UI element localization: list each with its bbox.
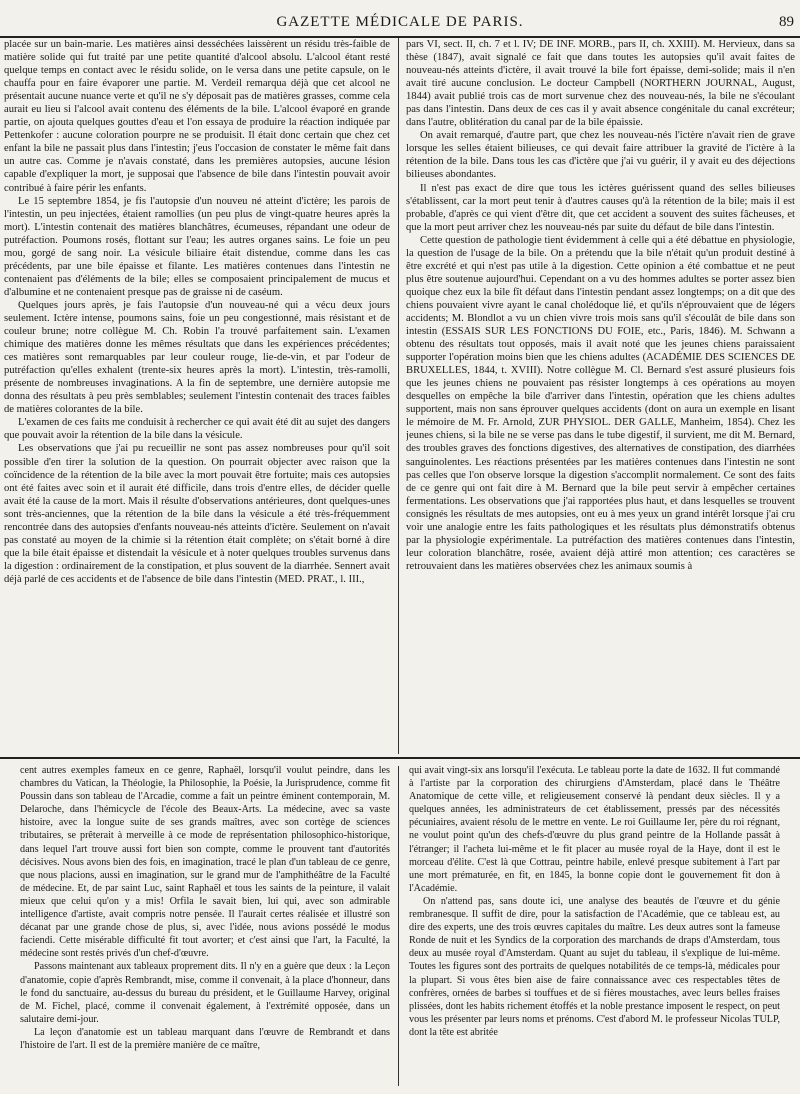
paragraph: Passons maintenant aux tableaux proprement dits. Il n'y en a guère que deux : la Leçon d'anatomie, copie d'après Rembrandt, mise, comme il convenait, à la place d'honneur, dans le fond du sanctuaire, au-dessus du bureau du président, et le Guillaume Harvey, original de M. Fichel, placé, comme il convenait également, à l'extrémité opposée, dans un salutaire demi-jour. <box>20 961 390 1025</box>
paragraph: qui avait vingt-six ans lorsqu'il l'exécuta. Le tableau porte la date de 1632. Il fut commandé à l'artiste par la corporation des chirurgiens d'Amsterdam, placé dans le Théâtre Anatomique de cette ville, et religieusement conservé là pendant deux siècles. Il y a quelques années, les administrateurs de cet établissement, pressés par des nécessités pécuniaires, avaient résolu de le mettre en vente. Le roi Guillaume Ier, père du roi régnant, ne voulut point qu'un des chefs-d'œuvre du plus grand peintre de la Hollande passât à l'étranger; il l'acheta lui-même et le fit placer au musée royal de la Haye, dont il est le morceau d'élite. C'est là que Cottrau, peintre habile, enlevé presque subitement à l'art par une mort prématurée, en fit, en 1845, la bonne copie dont le gouvernement fit don à l'Académie. <box>409 765 780 894</box>
paragraph: L'examen de ces faits me conduisit à rechercher ce qui avait été dit au sujet des dangers que pouvait avoir la rétention de la bile dans la vésicule. <box>4 417 390 442</box>
paragraph: On avait remarqué, d'autre part, que chez les nouveau-nés l'ictère n'avait rien de grave lorsque les selles étaient bilieuses, ce qui devait faire attribuer la gravité de l'ictère à la rétention de la bile. Dans tous les cas d'ictère que j'ai vu guérir, il y avait eu des déjections bilieuses abondantes. <box>406 130 795 181</box>
paragraph: La leçon d'anatomie est un tableau marquant dans l'œuvre de Rembrandt et dans l'histoire de l'art. Il est de la première manière de ce maître, <box>20 1026 390 1051</box>
journal-title: GAZETTE MÉDICALE DE PARIS. <box>276 14 524 30</box>
lower-left-column <box>20 764 390 1088</box>
upper-right-column <box>406 38 795 754</box>
lower-right-column <box>409 764 780 1088</box>
paragraph: cent autres exemples fameux en ce genre, Raphaël, lorsqu'il voulut peindre, dans les chambres du Vatican, la Théologie, la Philosophie, la Poésie, la Jurisprudence, comme fit Poussin dans son tableau de l'Arcadie, comme a fait un peintre éminent contemporain, M. Delaroche, dans l'hémicycle de l'école des Beaux-Arts. La médecine, avec sa vaste histoire, avec la longue suite de ses grands maîtres, avec son cortège de sciences tributaires, se prêterait à merveille à ce mode de représentation philosophico-historique, dans lequel l'art trouve aussi fort bien son compte, comme le prouvent tant d'autorités décisives. Nous avons bien des fois, en imagination, tracé le plan d'un tableau de ce genre, que nous placions, aussi en imagination, sur le grand mur de l'amphithéâtre de la Faculté de médecine. Et, de par saint Luc, saint Raphaël et tous les saints de la peinture, il valait mieux que celui qu'on y a mis! Orfila le savait bien, lui qui, avec son admirable intelligence d'artiste, avait compris notre pensée. Il l'aurait certes réalisée et illustré son décanat par une grande chose de plus, si, avec l'idée, nous avions possédé le modus faciendi. Cette misérable difficulté fit tout avorter; et c'est ainsi que l'art, la Faculté, la médecine sont restés privés d'un chef-d'œuvre. <box>20 765 390 960</box>
paragraph: On n'attend pas, sans doute ici, une analyse des beautés de l'œuvre et du génie rembranesque. Il suffit de dire, pour la satisfaction de l'Académie, que ce tableau est, au dire des experts, une des trois œuvres capitales du maître. Les deux autres sont la fameuse Ronde de nuit et les Syndics de la corporation des marchands de draps d'Amsterdam, tous deux au musée royal d'Amsterdam. Quant au sujet du tableau, il s'explique de lui-même. Toutes les figures sont des portraits de quelques notabilités de ce temps-là, médicales pour la plupart. Si vous êtes bien aise de faire connaissance avec ces respectables têtes de confrères, ornées de barbes si touffues et de si fières moustaches, avec leurs belles fraises plissées, dont les habits richement étoffés et la noble prestance imposent le respect, on peut vous les présenter par leurs noms et prénoms. C'est d'abord M. le professeur Nicolas TULP, dont la tête est abritée <box>409 895 780 1038</box>
paragraph: Il n'est pas exact de dire que tous les ictères guérissent quand des selles bilieuses s'établissent, car la mort peut tenir à d'autres causes qu'à la rétention de la bile; mais il est probable, d'après ce qui vient d'être dit, que cet accident a souvent des suites fâcheuses, et que la mort peut arriver chez les nouveau-nés par suite du défaut de bile dans l'intestin. <box>406 182 795 233</box>
paragraph: placée sur un bain-marie. Les matières ainsi desséchées laissèrent un résidu très-faible de matière solide qui fut traité par une petite quantité d'alcool absolu. L'alcool étant resté quelque temps en contact avec le résidu solide, on le versa dans une petite capsule, on le chauffa pour en faire évaporer une partie. M. Verdeil remarqua déjà que cet alcool ne présentait aucune nuance verte et qu'il ne s'y déposait pas de matières grasses, comme cela aurait eu lieu si l'alcool avait contenu des éléments de la bile. L'alcool évaporé en grande partie, on ajouta quelques gouttes d'eau et l'on essaya de produire la réaction indiquée par Pettenkofer : aucune coloration pourpre ne se produisit. Il était donc certain que chez cet enfant la bile ne passait plus dans l'intestin; j'eus l'occasion de constater le même fait dans un autre cas. Comme je n'avais constaté, dans les premières autopsies, aucune lésion capable d'expliquer la mort, je supposai que l'absence de bile dans l'intestin pouvait avoir contribué à faire périr les enfants. <box>4 39 390 194</box>
paragraph: pars VI, sect. II, ch. 7 et l. IV; DE INF. MORB., pars II, ch. XXIII). M. Hervieux, dans sa thèse (1847), avait signalé ce fait que dans toutes les autopsies qu'il avait faites de nouveau-nés atteints d'ictère, il avait trouvé la bile fort épaisse, demi-solide; mais il n'en avait tiré aucune conclusion. Le docteur Campbell (NORTHERN JOURNAL, August, 1844) avait publié trois cas de mort survenue chez des nouveau-nés, la bile ne s'écoulant pas dans l'intestin. Dans deux de ces cas il y avait absence congénitale du canal excréteur; dans l'autre, oblitération du canal par de la bile épaissie. <box>406 39 795 129</box>
page-header <box>0 12 800 38</box>
paragraph: Quelques jours après, je fais l'autopsie d'un nouveau-né qui a vécu deux jours seulement. Ictère intense, poumons sains, foie un peu congestionné, mais résistant et de couleur brune; notre collègue M. Ch. Robin l'a trouvé parfaitement sain. L'examen chimique des matières donne les mêmes résultats que dans les expériences précédentes; ces matières sont remarquables par leur couleur rouge, lie-de-vin, et par l'odeur de putréfaction qu'elles exhalent (trente-six heures après la mort). L'intestin, très-ramolli, présente de nombreuses invaginations. A la fin de septembre, une dernière autopsie me donna des résultats à peu près semblables; seulement l'intestin contenait des traces faibles de matières colorantes de la bile. <box>4 299 390 416</box>
upper-left-column <box>4 38 390 754</box>
column-divider <box>398 766 399 1086</box>
column-divider <box>398 38 399 754</box>
page-number: 89 <box>779 14 794 30</box>
section-divider <box>0 757 800 759</box>
paragraph: Cette question de pathologie tient évidemment à celle qui a été débattue en physiologie, la question de l'usage de la bile. On a prétendu que la bile n'était qu'un produit destiné à être excrété et qui n'est pas utile à la digestion. Cette opinion a été combattue et ne peut plus être soutenue aujourd'hui. Cependant on a vu des hommes adultes se porter assez bien quoique chez eux la bile fît défaut dans l'intestin pendant assez longtemps; on a dit que des chiens pouvaient vivre ayant le canal cholédoque lié, et qu'ils n'éprouvaient que de légers accidents; M. Blondlot a vu un chien vivre trois mois sans qu'il s'écoulât de bile dans son intestin (ESSAIS SUR LES FONCTIONS DU FOIE, etc., Paris, 1846). M. Schwann a obtenu des résultats tout opposés, mais il avait noté que les jeunes chiens paraissaient supporter l'opération moins bien que les chiens adultes (ACADÉMIE DES SCIENCES DE BRUXELLES, 1844, t. XVIII). Notre collègue M. Cl. Bernard s'est assuré plusieurs fois que les jeunes chiens ne pouvaient pas résister longtemps à ces opérations au moyen desquelles on empêche la bile d'arriver dans l'intestin, opération que les chiens adultes supportent, mais non sans éprouver quelques accidents (dont on aura un exemple en lisant le mémoire de M. Fr. Arnold, ZUR PHYSIOL. DER GALLE, Manheim, 1854). Chez les jeunes chiens, si la bile ne se verse pas dans le tube digestif, il survient, me dit M. Bernard, des troubles graves des fonctions digestives, des alternatives de constipation, des diarrhées sanguinolentes. Les réactions présentées par les matières contenues dans l'intestin ne sont pas celles que l'on observe lorsque la digestion s'accomplit normalement. Ce sont des faits de ce genre qui ont fait dire à M. Bernard que la bile peut servir à empêcher certaines fermentations. Les observations que j'ai rapportées plus haut, et dans lesquelles se trouvent consignés les résultats de mes autopsies, ont eu à mes yeux un grand intérêt lorsque j'ai cru voir une analogie entre les faits pathologiques et les résultats plus démonstratifs obtenus par la physiologie expérimentale. La putréfaction des matières contenues dans l'intestin, leur coloration blanchâtre, rosée, avaient déjà attiré mon attention; ces caractères se retrouvaient dans les matières observées chez les animaux soumis à <box>406 234 795 572</box>
paragraph: Les observations que j'ai pu recueillir ne sont pas assez nombreuses pour qu'il soit possible d'en tirer la solution de la question. On pourrait objecter avec raison que la coïncidence de la rétention de la bile avec la mort pouvait être fortuite; mais ces autopsies ont été faites avec soin et il aurait été difficile, dans trois d'entre elles, de décider quelle avait été la cause de la mort. Mais il résulte d'observations antérieures, dont quelques-unes sont très-anciennes, que la rétention de la bile dans la vésicule a été très-fréquemment rencontrée dans des autopsies d'enfants nouveau-nés atteints d'ictère. Seulement on n'avait pas constaté au moyen de la chimie si la rétention était complète; on s'était borné à dire que la bile était épaisse et distendait la vésicule et à noter quelques troubles survenus dans la digestion : ordinairement de la constipation, et plus souvent de la diarrhée. Sennert avait déjà parlé de ces accidents et de l'absence de bile dans l'intestin (MED. PRAT., l. III., <box>4 443 390 585</box>
paragraph: Le 15 septembre 1854, je fis l'autopsie d'un nouveu né atteint d'ictère; les parois de l'intestin, un peu injectées, étaient ramollies (un peu plus de vingt-quatre heures après la mort). L'intestin contenait des matières blanchâtres, écumeuses, répandant une odeur de putréfaction. Poumons rosés, flottant sur l'eau; les autres organes sains. Le foie un peu mou, gorgé de sang noir. La vésicule biliaire était distendue, comme dans les cas précédents, par une bile épaisse et filante. Les matières contenues dans l'intestin ne contenaient pas d'éléments de la bile; elles se composaient principalement de mucus et d'albumine et ne contenaient presque pas de graisse ni de caséum. <box>4 195 390 298</box>
